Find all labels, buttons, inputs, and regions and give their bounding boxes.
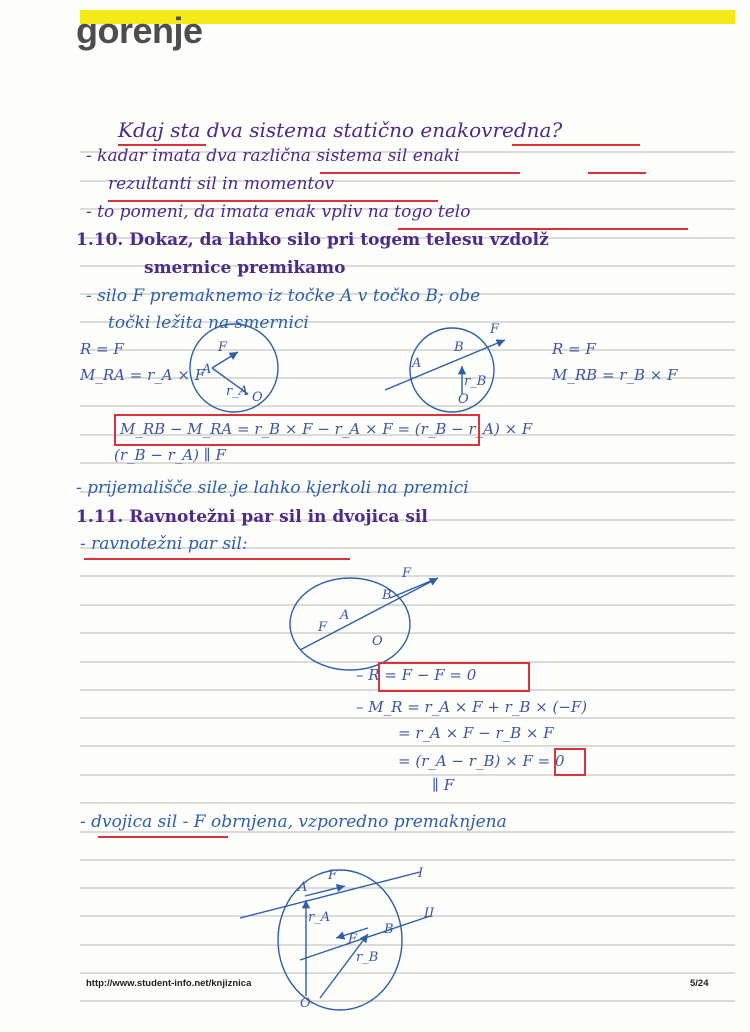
eq-M-line2: = r_A × F − r_B × F xyxy=(398,724,554,742)
d1-label-A: A xyxy=(202,362,212,377)
eq-M-line3: = (r_A − r_B) × F = 0 xyxy=(398,752,565,770)
d1-label-O: O xyxy=(252,390,263,405)
d4-label-rB: r_B xyxy=(356,950,379,965)
d4-label-O: O xyxy=(300,996,311,1011)
text-line-2: rezultanti sil in momentov xyxy=(108,174,335,194)
boxed-equation: M_RB − M_RA = r_B × F − r_A × F = (r_B − r_A) × F xyxy=(120,420,533,438)
text-line-7: točki ležita na smernici xyxy=(108,313,309,333)
text-line-8: - prijemališče sile je lahko kjerkoli na premici xyxy=(76,478,469,498)
eq-left-M: M_RA = r_A × F xyxy=(80,366,206,384)
d3-label-A: A xyxy=(340,608,350,623)
d4-label-B: B xyxy=(384,922,394,937)
brand-logo: gorenje xyxy=(76,10,203,51)
underline-l10 xyxy=(84,558,350,560)
page-number: 5/24 xyxy=(690,978,709,989)
text-line-6: - silo F premaknemo iz točke A v točko B; obe xyxy=(86,286,481,306)
d3-label-F: F xyxy=(402,566,412,581)
eq-left-R: R = F xyxy=(80,340,124,358)
eq-right-M: M_RB = r_B × F xyxy=(552,366,678,384)
eq-R-zero: – R = F − F = 0 xyxy=(356,666,477,684)
d4-label-II: II xyxy=(424,906,435,921)
text-line-10: - ravnotežni par sil: xyxy=(80,534,248,554)
d2-label-O: O xyxy=(458,392,469,407)
section-1-11-heading: 1.11. Ravnotežni par sil in dvojica sil xyxy=(76,507,428,527)
section-1-10-heading: 1.10. Dokaz, da lahko silo pri togem telesu vzdolž xyxy=(76,230,549,250)
d1-label-rA: r_A xyxy=(226,384,249,399)
eq-M-line1: – M_R = r_A × F + r_B × (−F) xyxy=(356,698,588,716)
d4-label-minusF: F xyxy=(348,932,358,947)
d2-label-B: B xyxy=(454,340,464,355)
d3-label-O: O xyxy=(372,634,383,649)
d4-label-F: F xyxy=(328,868,338,883)
d4-label-A: A xyxy=(298,880,308,895)
text-line-11: - dvojica sil - F obrnjena, vzporedno premaknjena xyxy=(80,812,507,832)
d1-label-F: F xyxy=(218,340,228,355)
d2-label-F: F xyxy=(490,322,500,337)
question-title: Kdaj sta dva sistema statično enakovredna? xyxy=(118,118,563,142)
footer-url[interactable]: http://www.student-info.net/knjiznica xyxy=(86,978,252,989)
eq-right-R: R = F xyxy=(552,340,596,358)
d3-label-B: B xyxy=(382,588,392,603)
d3-label-minusF: F xyxy=(318,620,328,635)
text-line-3: - to pomeni, da imata enak vpliv na togo telo xyxy=(86,202,471,222)
d2-label-A: A xyxy=(412,356,422,371)
underline-l11 xyxy=(98,836,228,838)
parallel-equation: (r_B − r_A) ∥ F xyxy=(114,446,226,464)
text-line-1: - kadar imata dva različna sistema sil enaki xyxy=(86,146,460,166)
d4-label-rA: r_A xyxy=(308,910,331,925)
section-1-10-heading-cont: smernice premikamo xyxy=(144,258,346,278)
d2-label-rB: r_B xyxy=(464,374,487,389)
eq-M-line4: ∥ F xyxy=(432,776,455,794)
d4-label-I: I xyxy=(418,866,424,881)
